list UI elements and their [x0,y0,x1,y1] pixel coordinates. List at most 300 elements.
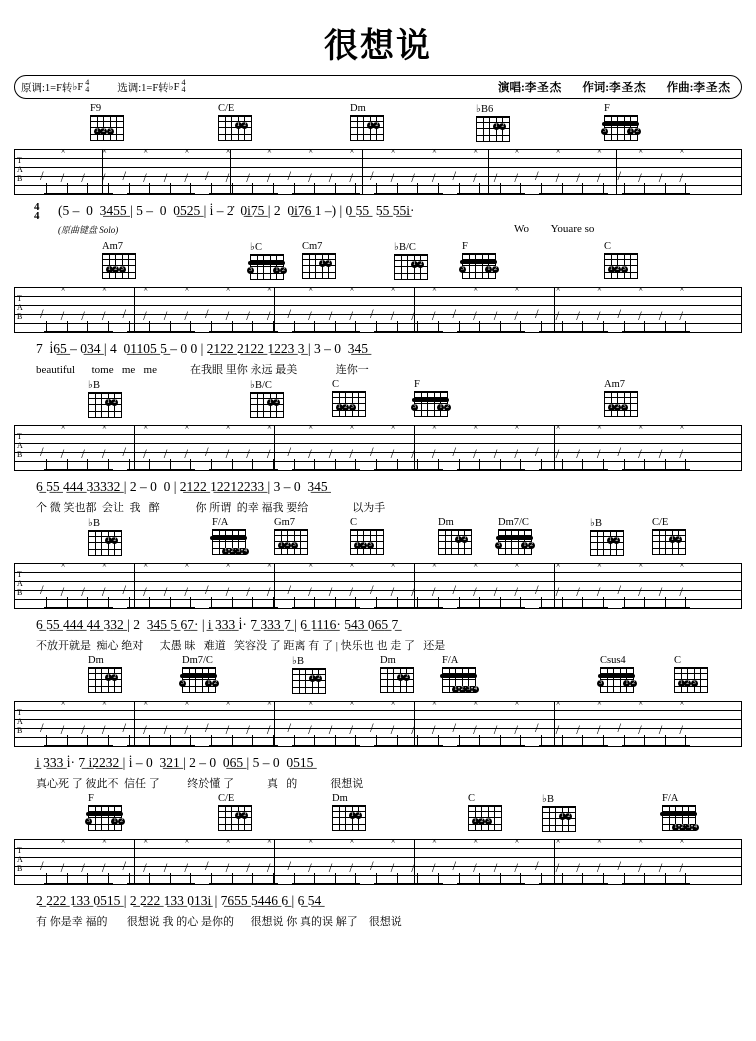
numeric-notation [14,755,742,775]
rhythm-slash: / [658,722,663,737]
mute-x-mark: × [60,146,66,156]
chord-finger-dot: 1 [523,542,527,549]
select-key [111,80,191,95]
chord-finger-dot: 2 [327,260,331,266]
rhythm-slash: / [122,858,127,873]
lyricist-name: 李圣杰 [609,82,647,94]
rhythm-slash: / [617,582,622,597]
mute-x-mark: × [555,422,561,432]
rhythm-slash: / [308,860,312,875]
chord-finger-dot: 2 [463,536,467,542]
lyric-line [14,499,742,517]
note-beam [374,607,443,609]
chord-fretboard [462,253,496,279]
numeric-notation-text: 2̲ 2̲2̲2̲ 1̲3̲3̲ 0̲5̲1̲5̲ | 2̲ 2̲2̲2̲ 1̲3̲3̲ 0̲1̲3̲i̲ | 7̲6̲5̲5̲ 5̲4̲4̲6̲ 6̲ | 6̲ 5̲4̲ [36,893,322,908]
chord-finger-dot: 2 [243,122,247,128]
chord-fretboard [218,805,252,831]
chord-row [14,103,742,145]
rhythm-slash: / [287,858,292,873]
rhythm-slash: / [370,444,374,459]
mute-x-mark: × [349,146,355,156]
rhythm-slash: / [638,446,642,461]
rhythm-slash: / [431,860,436,875]
chord-name: ♭B/C [250,380,272,391]
chord-name: F [604,103,610,114]
tab-staff [14,697,742,755]
mute-x-mark: × [349,284,355,294]
rhythm-slash: / [370,582,374,597]
rhythm-slash: / [308,170,312,185]
chord-name: ♭C [250,242,262,253]
chord-fretboard [442,667,476,693]
rhythm-slash: / [287,444,292,459]
chord-fretboard [212,529,246,555]
note-beam [127,883,196,885]
chord-fretboard [542,806,576,832]
mute-x-mark: × [555,146,561,156]
original-key-label: 原调:1=F转 [21,82,73,94]
tab-clef: T A B [17,432,23,459]
note-beam [44,469,113,471]
chord-diagram [602,379,648,417]
note-beam [209,607,278,609]
rhythm-slash: / [555,584,560,599]
mute-x-mark: × [431,146,437,156]
rhythm-slash: / [514,170,518,185]
chord-diagram [440,655,486,693]
rhythm-slash: / [122,168,127,183]
chord-name: C [468,793,476,804]
note-beam [457,469,526,471]
chord-finger-dot: 1 [439,404,443,411]
note-beam [457,607,526,609]
chord-name: C [674,655,682,666]
chord-name: ♭B [88,380,100,391]
rhythm-slash: / [535,720,539,735]
rhythm-slash: / [205,720,209,735]
mute-x-mark: × [308,284,314,294]
mute-x-mark: × [679,284,685,294]
rhythm-slash: / [184,446,188,461]
rhythm-slash: / [638,170,642,185]
rhythm-slash: / [143,308,147,323]
barline [274,701,275,747]
rhythm-slash: / [101,860,106,875]
rhythm-slash: / [349,584,353,599]
mute-x-mark: × [514,422,520,432]
chord-finger-dot: 1 [679,680,683,687]
rhythm-slash: / [101,446,106,461]
mute-x-mark: × [473,836,479,846]
note-beam [622,469,691,471]
chord-finger-dot: 1 [106,674,110,680]
mute-x-mark: × [596,422,602,432]
numeric-notation [14,479,742,499]
chord-diagram [474,103,520,142]
rhythm-slash: / [287,582,292,597]
mute-x-mark: × [184,698,190,708]
rhythm-slash: / [658,860,663,875]
note-beam [374,469,443,471]
mute-x-mark: × [60,698,66,708]
chord-fretboard [292,668,326,694]
chord-diagram [248,379,294,418]
note-beam [374,331,443,333]
barline [134,425,135,471]
chord-name: Dm [380,655,396,666]
mute-x-mark: × [638,284,644,294]
chord-name: Csus4 [600,655,626,666]
tab-clef: T A B [17,846,23,873]
chord-barre [598,674,635,678]
chord-name: Am7 [604,379,625,390]
chord-diagram [86,517,132,556]
chord-fretboard [332,805,366,831]
rhythm-slash: / [266,308,271,323]
chord-finger-dot: 3 [603,128,606,135]
chord-finger-dot: 1 [473,818,477,825]
lyricist-label: 作词: [582,82,610,94]
mute-x-mark: × [101,422,107,432]
rhythm-slash: / [535,168,539,183]
chord-finger-dot: 1 [456,536,460,542]
rhythm-slash: / [617,306,622,321]
chord-finger-dot: 3 [497,542,500,549]
note-beam [292,469,361,471]
chord-diagram [496,517,542,555]
rhythm-slash: / [205,858,209,873]
chord-finger-dot: 3 [622,266,626,273]
rhythm-slash: / [452,858,457,873]
chord-fretboard [600,667,634,693]
mute-x-mark: × [184,560,190,570]
mute-x-mark: × [101,146,107,156]
mute-x-mark: × [473,560,479,570]
note-beam [209,745,278,747]
tab-clef: T A B [17,156,23,183]
chord-barre [440,674,477,678]
lyric-text: beautiful tome me me 在我眼 里你 永远 最美 连你一 [36,364,369,376]
mute-x-mark: × [143,560,149,570]
system-1 [14,103,742,241]
rhythm-slash: / [535,306,539,321]
chord-finger-dot: 2 [501,123,505,129]
rhythm-slash: / [390,446,395,461]
intro-note: (原曲键盘 Solo) [58,225,119,235]
chord-finger-dot: 1 [113,818,117,825]
chord-finger-dot: 3 [413,404,416,411]
chord-finger-dot: 3 [692,680,696,687]
rhythm-slash: / [328,722,333,737]
mute-x-mark: × [225,146,231,156]
chord-name: Dm [350,103,366,114]
mute-x-mark: × [390,284,396,294]
chord-diagram [466,793,512,831]
mute-x-mark: × [266,422,272,432]
chord-finger-dot: 2 [632,680,635,687]
rhythm-slash: / [60,860,65,875]
chord-barre [180,674,217,678]
mute-x-mark: × [679,422,685,432]
composer-credit [657,79,741,95]
singer-credit [488,79,572,95]
mute-x-mark: × [184,284,190,294]
rhythm-slash: / [184,860,188,875]
chord-finger-dot: 2 [375,122,379,128]
note-beam [44,331,113,333]
mute-x-mark: × [596,698,602,708]
rhythm-slash: / [555,170,560,185]
rhythm-slash: / [143,860,147,875]
note-beam [374,193,443,195]
chord-diagram [436,517,482,555]
mute-x-mark: × [555,836,561,846]
rhythm-slash: / [411,584,415,599]
chord-name: ♭B [292,656,304,667]
lyric-line [14,913,742,931]
chord-diagram [540,793,586,832]
rhythm-slash: / [431,308,436,323]
mute-x-mark: × [143,284,149,294]
chord-fretboard [250,392,284,418]
rhythm-slash: / [184,170,188,185]
mute-x-mark: × [184,422,190,432]
chord-finger-dot: 3 [461,266,464,273]
chord-name: ♭B/C [394,242,416,253]
mute-x-mark: × [596,284,602,294]
info-bar [14,75,742,99]
barline [134,287,135,333]
mute-x-mark: × [225,284,231,294]
note-beam [292,607,361,609]
chord-name: C/E [218,103,235,114]
mute-x-mark: × [349,560,355,570]
mute-x-mark: × [225,698,231,708]
rhythm-slash: / [163,446,168,461]
rhythm-slash: / [411,170,415,185]
rhythm-slash: / [555,722,560,737]
note-beam [374,883,443,885]
rhythm-slash: / [184,584,188,599]
chord-diagram [290,655,336,694]
chord-finger-dot: 4 [474,686,477,693]
chord-finger-dot: 1 [279,542,283,549]
chord-fretboard [350,115,384,141]
chord-name: F/A [442,655,459,666]
mute-x-mark: × [596,560,602,570]
rhythm-slash: / [596,308,601,323]
chord-finger-dot: 2 [636,128,639,135]
rhythm-slash: / [40,720,44,735]
chord-finger-dot: 3 [467,686,471,693]
rhythm-slash: / [101,584,106,599]
rhythm-slash: / [493,446,498,461]
rhythm-slash: / [81,308,85,323]
original-meter: 4 4 [85,78,90,94]
barline [134,563,135,609]
rhythm-slash: / [555,860,560,875]
rhythm-slash: / [493,722,498,737]
rhythm-slash: / [514,308,518,323]
rhythm-slash: / [163,584,168,599]
chord-row [14,517,742,559]
mute-x-mark: × [308,146,314,156]
rhythm-slash: / [266,584,271,599]
note-beam [539,469,608,471]
chord-name: C [332,379,340,390]
chord-finger-dot: 1 [355,542,359,549]
chord-diagram [88,103,134,141]
chord-row [14,793,742,835]
mute-x-mark: × [101,560,107,570]
numeric-notation-text: 6̲ 5̲5̲ 4̲4̲4̲ 3̲3̲3̲3̲2̲ | 2 – 0 0 | 2̲1̲2̲2̲ 1̲2̲2̲1̲2̲2̲3̲3̲ | 3 – 0 3̲4̲5̲ [36,479,328,494]
chord-name: F [462,241,468,252]
time-sig-denominator: 4 [34,210,40,223]
chord-name: ♭B [590,518,602,529]
chord-finger-dot: 3 [249,267,252,274]
chord-finger-dot: 2 [113,399,117,405]
chord-finger-dot: 1 [207,680,211,687]
rhythm-slash: / [411,446,415,461]
rhythm-slash: / [287,720,292,735]
chord-diagram [412,379,458,417]
chord-diagram [330,793,376,831]
mute-x-mark: × [431,422,437,432]
note-beam [292,745,361,747]
note-beam [539,745,608,747]
chord-name: ♭B [88,518,100,529]
rhythm-slash: / [40,444,44,459]
rhythm-slash: / [390,584,395,599]
chord-finger-dot: 2 [567,813,571,819]
chord-finger-dot: 2 [460,686,464,693]
numeric-notation-text: (5 – 0 3̲4̲5̲5̲ | 5 – 0 0̲5̲2̲5̲ | i̇ – 2̇ 0̲i̲7̲5̲ | 2 0̲i̲7̲6̲ 1 –) | 0̲ 5̲5̲ 5̲5̲ 5̲5̲i̲· [58,203,415,218]
chord-finger-dot: 3 [622,404,626,411]
chord-finger-dot: 1 [609,404,613,411]
lyric-line [14,361,742,379]
rhythm-slash: / [617,858,622,873]
rhythm-slash: / [225,446,230,461]
chord-finger-dot: 2 [102,128,106,135]
chord-fretboard [302,253,336,279]
chord-diagram [248,241,294,280]
rhythm-slash: / [246,170,250,185]
lyric-text: 个 微 笑也都 会让 我 醉 你 所谓 的幸 福我 要给 以为手 [36,502,386,514]
rhythm-slash: / [246,584,250,599]
lyric-line [14,637,742,655]
mute-x-mark: × [555,698,561,708]
rhythm-slash: / [370,720,374,735]
rhythm-slash: / [679,308,683,323]
chord-fretboard [604,253,638,279]
chord-finger-dot: 1 [275,267,279,274]
note-beam [127,331,196,333]
rhythm-slash: / [431,584,436,599]
rhythm-slash: / [638,308,642,323]
barline [274,839,275,885]
mute-x-mark: × [308,560,314,570]
rhythm-slash: / [658,170,663,185]
chord-barre [602,122,639,126]
chord-finger-dot: 3 [687,824,691,831]
note-beam [209,193,278,195]
lyric-line [14,775,742,793]
rhythm-slash: / [205,444,209,459]
chord-fretboard [662,805,696,831]
rhythm-slash: / [60,446,65,461]
chord-diagram [598,655,644,693]
chord-diagram [348,103,394,141]
rhythm-slash: / [452,306,457,321]
rhythm-slash: / [473,308,477,323]
rhythm-slash: / [638,584,642,599]
rhythm-slash: / [143,446,147,461]
rhythm-slash: / [143,584,147,599]
rhythm-slash: / [617,168,622,183]
mute-x-mark: × [514,284,520,294]
rhythm-slash: / [122,306,127,321]
system-2 [14,241,742,379]
mute-x-mark: × [390,836,396,846]
chord-finger-dot: 2 [530,542,533,549]
chord-finger-dot: 3 [181,680,184,687]
rhythm-slash: / [473,860,477,875]
chord-fretboard [274,529,308,555]
chord-name: C [350,517,358,528]
chord-finger-dot: 2 [344,404,348,411]
note-beam [539,331,608,333]
chord-fretboard [476,116,510,142]
barline [488,149,489,195]
note-beam [622,745,691,747]
mute-x-mark: × [266,698,272,708]
numeric-notation [14,617,742,637]
chord-finger-dot: 1 [337,404,341,411]
note-beam [127,607,196,609]
mute-x-mark: × [638,560,644,570]
barline [274,287,275,333]
composer-name: 李圣杰 [693,82,731,94]
mute-x-mark: × [473,146,479,156]
chord-barre [412,398,449,402]
mute-x-mark: × [266,284,272,294]
rhythm-slash: / [596,860,601,875]
chord-finger-dot: 1 [454,686,458,693]
chord-diagram [588,517,634,556]
chord-finger-dot: 1 [106,399,110,405]
note-beam [457,193,526,195]
rhythm-slash: / [225,584,230,599]
rhythm-slash: / [617,444,622,459]
rhythm-slash: / [81,584,85,599]
chord-barre [210,536,247,540]
note-beam [374,745,443,747]
mute-x-mark: × [638,146,644,156]
chord-fretboard [414,391,448,417]
chord-finger-dot: 1 [236,812,240,818]
chord-finger-dot: 1 [629,128,633,135]
numeric-notation-text: 7 i̇6̲5̲ – 0̲3̲4̲ | 4 0̲1̲1̲0̲5̲ 5̲ – 0 0 | 2̲1̲2̲2̲ 2̲1̲2̲2̲ 1̲2̲2̲3̲ 3̲ | 3 – 0 3̲4̲5̲ [36,341,368,356]
rhythm-slash: / [308,584,312,599]
rhythm-slash: / [390,308,395,323]
singer-name: 李圣杰 [524,82,563,94]
rhythm-slash: / [390,722,395,737]
rhythm-slash: / [122,720,127,735]
chord-finger-dot: 3 [120,266,124,273]
chord-diagram [660,793,706,831]
mute-x-mark: × [431,560,437,570]
chord-fretboard [332,391,366,417]
